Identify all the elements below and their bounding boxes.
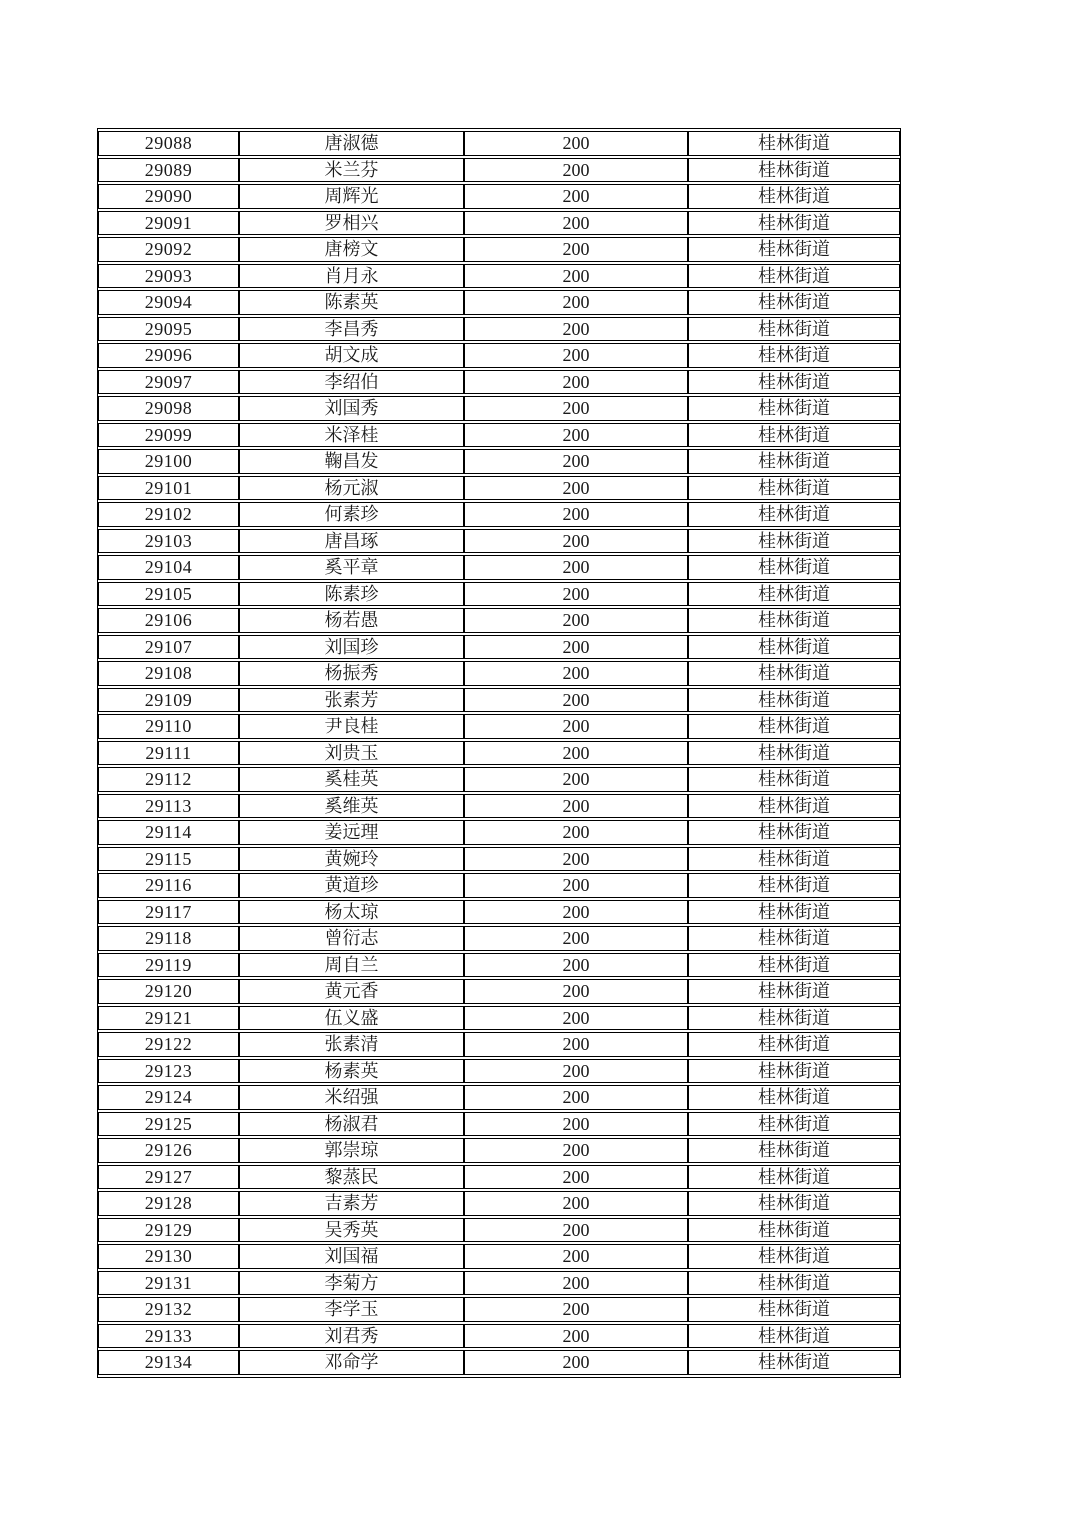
- cell-name: 陈素英: [239, 290, 464, 315]
- cell-name: 郭崇琼: [239, 1138, 464, 1163]
- table-row: [98, 847, 900, 872]
- cell-amount: 200: [464, 555, 688, 580]
- cell-amount: 200: [464, 714, 688, 739]
- table-row: [98, 979, 900, 1004]
- table-row: [98, 1165, 900, 1190]
- cell-id: 29122: [98, 1032, 239, 1057]
- cell-name: 奚维英: [239, 794, 464, 819]
- cell-id: 29100: [98, 449, 239, 474]
- cell-id: 29095: [98, 317, 239, 342]
- cell-name: 李昌秀: [239, 317, 464, 342]
- table-row: [98, 184, 900, 209]
- cell-amount: 200: [464, 900, 688, 925]
- cell-amount: 200: [464, 608, 688, 633]
- table-row: [98, 635, 900, 660]
- table-row: [98, 237, 900, 262]
- cell-amount: 200: [464, 979, 688, 1004]
- cell-amount: 200: [464, 264, 688, 289]
- cell-district: 桂林街道: [688, 1271, 900, 1296]
- cell-id: 29133: [98, 1324, 239, 1349]
- cell-id: 29092: [98, 237, 239, 262]
- table-row: [98, 555, 900, 580]
- table-row: [98, 661, 900, 686]
- cell-amount: 200: [464, 396, 688, 421]
- cell-id: 29105: [98, 582, 239, 607]
- cell-amount: 200: [464, 741, 688, 766]
- cell-id: 29111: [98, 741, 239, 766]
- cell-id: 29112: [98, 767, 239, 792]
- cell-name: 李学玉: [239, 1297, 464, 1322]
- cell-amount: 200: [464, 873, 688, 898]
- cell-amount: 200: [464, 1006, 688, 1031]
- cell-district: 桂林街道: [688, 343, 900, 368]
- cell-name: 唐昌琢: [239, 529, 464, 554]
- cell-name: 杨元淑: [239, 476, 464, 501]
- cell-name: 唐榜文: [239, 237, 464, 262]
- cell-amount: 200: [464, 635, 688, 660]
- cell-name: 唐淑德: [239, 131, 464, 156]
- cell-id: 29090: [98, 184, 239, 209]
- cell-name: 米泽桂: [239, 423, 464, 448]
- cell-id: 29127: [98, 1165, 239, 1190]
- cell-district: 桂林街道: [688, 370, 900, 395]
- cell-name: 鞠昌发: [239, 449, 464, 474]
- cell-id: 29103: [98, 529, 239, 554]
- cell-amount: 200: [464, 794, 688, 819]
- cell-amount: 200: [464, 211, 688, 236]
- cell-amount: 200: [464, 131, 688, 156]
- cell-amount: 200: [464, 1112, 688, 1137]
- table-row: [98, 582, 900, 607]
- cell-name: 吴秀英: [239, 1218, 464, 1243]
- table-row: [98, 1271, 900, 1296]
- cell-id: 29113: [98, 794, 239, 819]
- cell-name: 刘国秀: [239, 396, 464, 421]
- cell-amount: 200: [464, 1032, 688, 1057]
- cell-name: 黎蒸民: [239, 1165, 464, 1190]
- table-row: [98, 820, 900, 845]
- cell-amount: 200: [464, 1085, 688, 1110]
- table-row: [98, 529, 900, 554]
- cell-district: 桂林街道: [688, 926, 900, 951]
- cell-id: 29099: [98, 423, 239, 448]
- cell-amount: 200: [464, 767, 688, 792]
- cell-id: 29123: [98, 1059, 239, 1084]
- cell-district: 桂林街道: [688, 290, 900, 315]
- table-row: [98, 131, 900, 156]
- cell-id: 29097: [98, 370, 239, 395]
- cell-district: 桂林街道: [688, 502, 900, 527]
- cell-amount: 200: [464, 926, 688, 951]
- cell-amount: 200: [464, 661, 688, 686]
- cell-amount: 200: [464, 423, 688, 448]
- cell-district: 桂林街道: [688, 1032, 900, 1057]
- cell-name: 米绍强: [239, 1085, 464, 1110]
- cell-district: 桂林街道: [688, 184, 900, 209]
- cell-name: 周辉光: [239, 184, 464, 209]
- cell-amount: 200: [464, 237, 688, 262]
- cell-amount: 200: [464, 1138, 688, 1163]
- cell-id: 29088: [98, 131, 239, 156]
- cell-district: 桂林街道: [688, 714, 900, 739]
- cell-district: 桂林街道: [688, 900, 900, 925]
- cell-amount: 200: [464, 158, 688, 183]
- table-row: [98, 1191, 900, 1216]
- cell-id: 29125: [98, 1112, 239, 1137]
- cell-id: 29124: [98, 1085, 239, 1110]
- cell-amount: 200: [464, 688, 688, 713]
- cell-id: 29117: [98, 900, 239, 925]
- cell-name: 尹良桂: [239, 714, 464, 739]
- table-row: [98, 1244, 900, 1269]
- cell-id: 29120: [98, 979, 239, 1004]
- cell-district: 桂林街道: [688, 635, 900, 660]
- table-row: [98, 264, 900, 289]
- cell-district: 桂林街道: [688, 1112, 900, 1137]
- cell-id: 29126: [98, 1138, 239, 1163]
- table-row: [98, 317, 900, 342]
- cell-district: 桂林街道: [688, 449, 900, 474]
- cell-id: 29119: [98, 953, 239, 978]
- cell-district: 桂林街道: [688, 820, 900, 845]
- cell-name: 杨若愚: [239, 608, 464, 633]
- cell-district: 桂林街道: [688, 264, 900, 289]
- cell-district: 桂林街道: [688, 661, 900, 686]
- cell-amount: 200: [464, 370, 688, 395]
- cell-name: 李绍伯: [239, 370, 464, 395]
- cell-amount: 200: [464, 476, 688, 501]
- cell-district: 桂林街道: [688, 741, 900, 766]
- cell-id: 29129: [98, 1218, 239, 1243]
- cell-name: 邓命学: [239, 1350, 464, 1375]
- cell-amount: 200: [464, 449, 688, 474]
- table-row: [98, 211, 900, 236]
- cell-amount: 200: [464, 1191, 688, 1216]
- cell-id: 29118: [98, 926, 239, 951]
- table-row: [98, 900, 900, 925]
- cell-id: 29109: [98, 688, 239, 713]
- cell-name: 肖月永: [239, 264, 464, 289]
- cell-id: 29098: [98, 396, 239, 421]
- cell-id: 29093: [98, 264, 239, 289]
- cell-district: 桂林街道: [688, 1059, 900, 1084]
- cell-district: 桂林街道: [688, 1244, 900, 1269]
- cell-id: 29130: [98, 1244, 239, 1269]
- cell-name: 杨淑君: [239, 1112, 464, 1137]
- cell-name: 奚桂英: [239, 767, 464, 792]
- table-row: [98, 741, 900, 766]
- table-row: [98, 1059, 900, 1084]
- cell-district: 桂林街道: [688, 1191, 900, 1216]
- table-row: [98, 1297, 900, 1322]
- cell-amount: 200: [464, 343, 688, 368]
- cell-id: 29134: [98, 1350, 239, 1375]
- table-row: [98, 873, 900, 898]
- cell-district: 桂林街道: [688, 237, 900, 262]
- cell-name: 黄元香: [239, 979, 464, 1004]
- cell-name: 刘君秀: [239, 1324, 464, 1349]
- cell-name: 黄婉玲: [239, 847, 464, 872]
- table-row: [98, 158, 900, 183]
- cell-name: 张素清: [239, 1032, 464, 1057]
- cell-amount: 200: [464, 847, 688, 872]
- table-row: [98, 1218, 900, 1243]
- cell-id: 29102: [98, 502, 239, 527]
- cell-id: 29116: [98, 873, 239, 898]
- cell-amount: 200: [464, 1059, 688, 1084]
- cell-id: 29089: [98, 158, 239, 183]
- cell-district: 桂林街道: [688, 1085, 900, 1110]
- cell-name: 杨太琼: [239, 900, 464, 925]
- cell-amount: 200: [464, 317, 688, 342]
- cell-name: 罗相兴: [239, 211, 464, 236]
- table-row: [98, 714, 900, 739]
- table-row: [98, 396, 900, 421]
- cell-amount: 200: [464, 1165, 688, 1190]
- table-row: [98, 476, 900, 501]
- cell-district: 桂林街道: [688, 582, 900, 607]
- cell-name: 姜远理: [239, 820, 464, 845]
- cell-name: 胡文成: [239, 343, 464, 368]
- cell-amount: 200: [464, 1271, 688, 1296]
- cell-id: 29104: [98, 555, 239, 580]
- cell-district: 桂林街道: [688, 1006, 900, 1031]
- cell-district: 桂林街道: [688, 1138, 900, 1163]
- table-row: [98, 953, 900, 978]
- roster-table: [97, 128, 901, 1378]
- cell-district: 桂林街道: [688, 794, 900, 819]
- cell-id: 29094: [98, 290, 239, 315]
- cell-amount: 200: [464, 953, 688, 978]
- cell-district: 桂林街道: [688, 608, 900, 633]
- cell-district: 桂林街道: [688, 1218, 900, 1243]
- cell-id: 29110: [98, 714, 239, 739]
- cell-district: 桂林街道: [688, 847, 900, 872]
- cell-name: 曾衍志: [239, 926, 464, 951]
- cell-name: 伍义盛: [239, 1006, 464, 1031]
- cell-district: 桂林街道: [688, 979, 900, 1004]
- cell-name: 周自兰: [239, 953, 464, 978]
- cell-id: 29108: [98, 661, 239, 686]
- cell-district: 桂林街道: [688, 529, 900, 554]
- cell-amount: 200: [464, 582, 688, 607]
- table-row: [98, 343, 900, 368]
- cell-district: 桂林街道: [688, 953, 900, 978]
- cell-id: 29091: [98, 211, 239, 236]
- cell-district: 桂林街道: [688, 211, 900, 236]
- table-row: [98, 1324, 900, 1349]
- cell-amount: 200: [464, 290, 688, 315]
- cell-name: 吉素芳: [239, 1191, 464, 1216]
- cell-name: 奚平章: [239, 555, 464, 580]
- cell-amount: 200: [464, 820, 688, 845]
- table-row: [98, 926, 900, 951]
- cell-id: 29132: [98, 1297, 239, 1322]
- cell-amount: 200: [464, 1218, 688, 1243]
- cell-district: 桂林街道: [688, 1324, 900, 1349]
- cell-name: 杨素英: [239, 1059, 464, 1084]
- table-row: [98, 767, 900, 792]
- cell-id: 29131: [98, 1271, 239, 1296]
- cell-district: 桂林街道: [688, 131, 900, 156]
- cell-district: 桂林街道: [688, 688, 900, 713]
- cell-district: 桂林街道: [688, 158, 900, 183]
- cell-id: 29121: [98, 1006, 239, 1031]
- cell-id: 29107: [98, 635, 239, 660]
- cell-district: 桂林街道: [688, 873, 900, 898]
- cell-amount: 200: [464, 1350, 688, 1375]
- cell-district: 桂林街道: [688, 396, 900, 421]
- cell-district: 桂林街道: [688, 1165, 900, 1190]
- cell-amount: 200: [464, 1324, 688, 1349]
- cell-id: 29106: [98, 608, 239, 633]
- cell-amount: 200: [464, 184, 688, 209]
- table-row: [98, 688, 900, 713]
- table-row: [98, 290, 900, 315]
- cell-name: 张素芳: [239, 688, 464, 713]
- cell-name: 黄道珍: [239, 873, 464, 898]
- cell-id: 29101: [98, 476, 239, 501]
- table-row: [98, 449, 900, 474]
- cell-id: 29128: [98, 1191, 239, 1216]
- cell-district: 桂林街道: [688, 767, 900, 792]
- cell-id: 29115: [98, 847, 239, 872]
- table-row: [98, 1138, 900, 1163]
- table-row: [98, 1006, 900, 1031]
- cell-name: 李菊方: [239, 1271, 464, 1296]
- table-row: [98, 608, 900, 633]
- cell-name: 刘国珍: [239, 635, 464, 660]
- cell-district: 桂林街道: [688, 476, 900, 501]
- cell-district: 桂林街道: [688, 555, 900, 580]
- table-row: [98, 1032, 900, 1057]
- table-row: [98, 1112, 900, 1137]
- cell-district: 桂林街道: [688, 1297, 900, 1322]
- table-row: [98, 794, 900, 819]
- table-row: [98, 502, 900, 527]
- cell-name: 米兰芬: [239, 158, 464, 183]
- table-row: [98, 1085, 900, 1110]
- cell-district: 桂林街道: [688, 423, 900, 448]
- cell-district: 桂林街道: [688, 317, 900, 342]
- cell-id: 29114: [98, 820, 239, 845]
- cell-amount: 200: [464, 1297, 688, 1322]
- table-row: [98, 370, 900, 395]
- cell-amount: 200: [464, 502, 688, 527]
- cell-name: 何素珍: [239, 502, 464, 527]
- table-body: [98, 131, 900, 1375]
- cell-amount: 200: [464, 529, 688, 554]
- cell-name: 陈素珍: [239, 582, 464, 607]
- table-row: [98, 1350, 900, 1375]
- cell-name: 刘国福: [239, 1244, 464, 1269]
- cell-name: 杨振秀: [239, 661, 464, 686]
- cell-name: 刘贵玉: [239, 741, 464, 766]
- cell-id: 29096: [98, 343, 239, 368]
- table-row: [98, 423, 900, 448]
- cell-amount: 200: [464, 1244, 688, 1269]
- cell-district: 桂林街道: [688, 1350, 900, 1375]
